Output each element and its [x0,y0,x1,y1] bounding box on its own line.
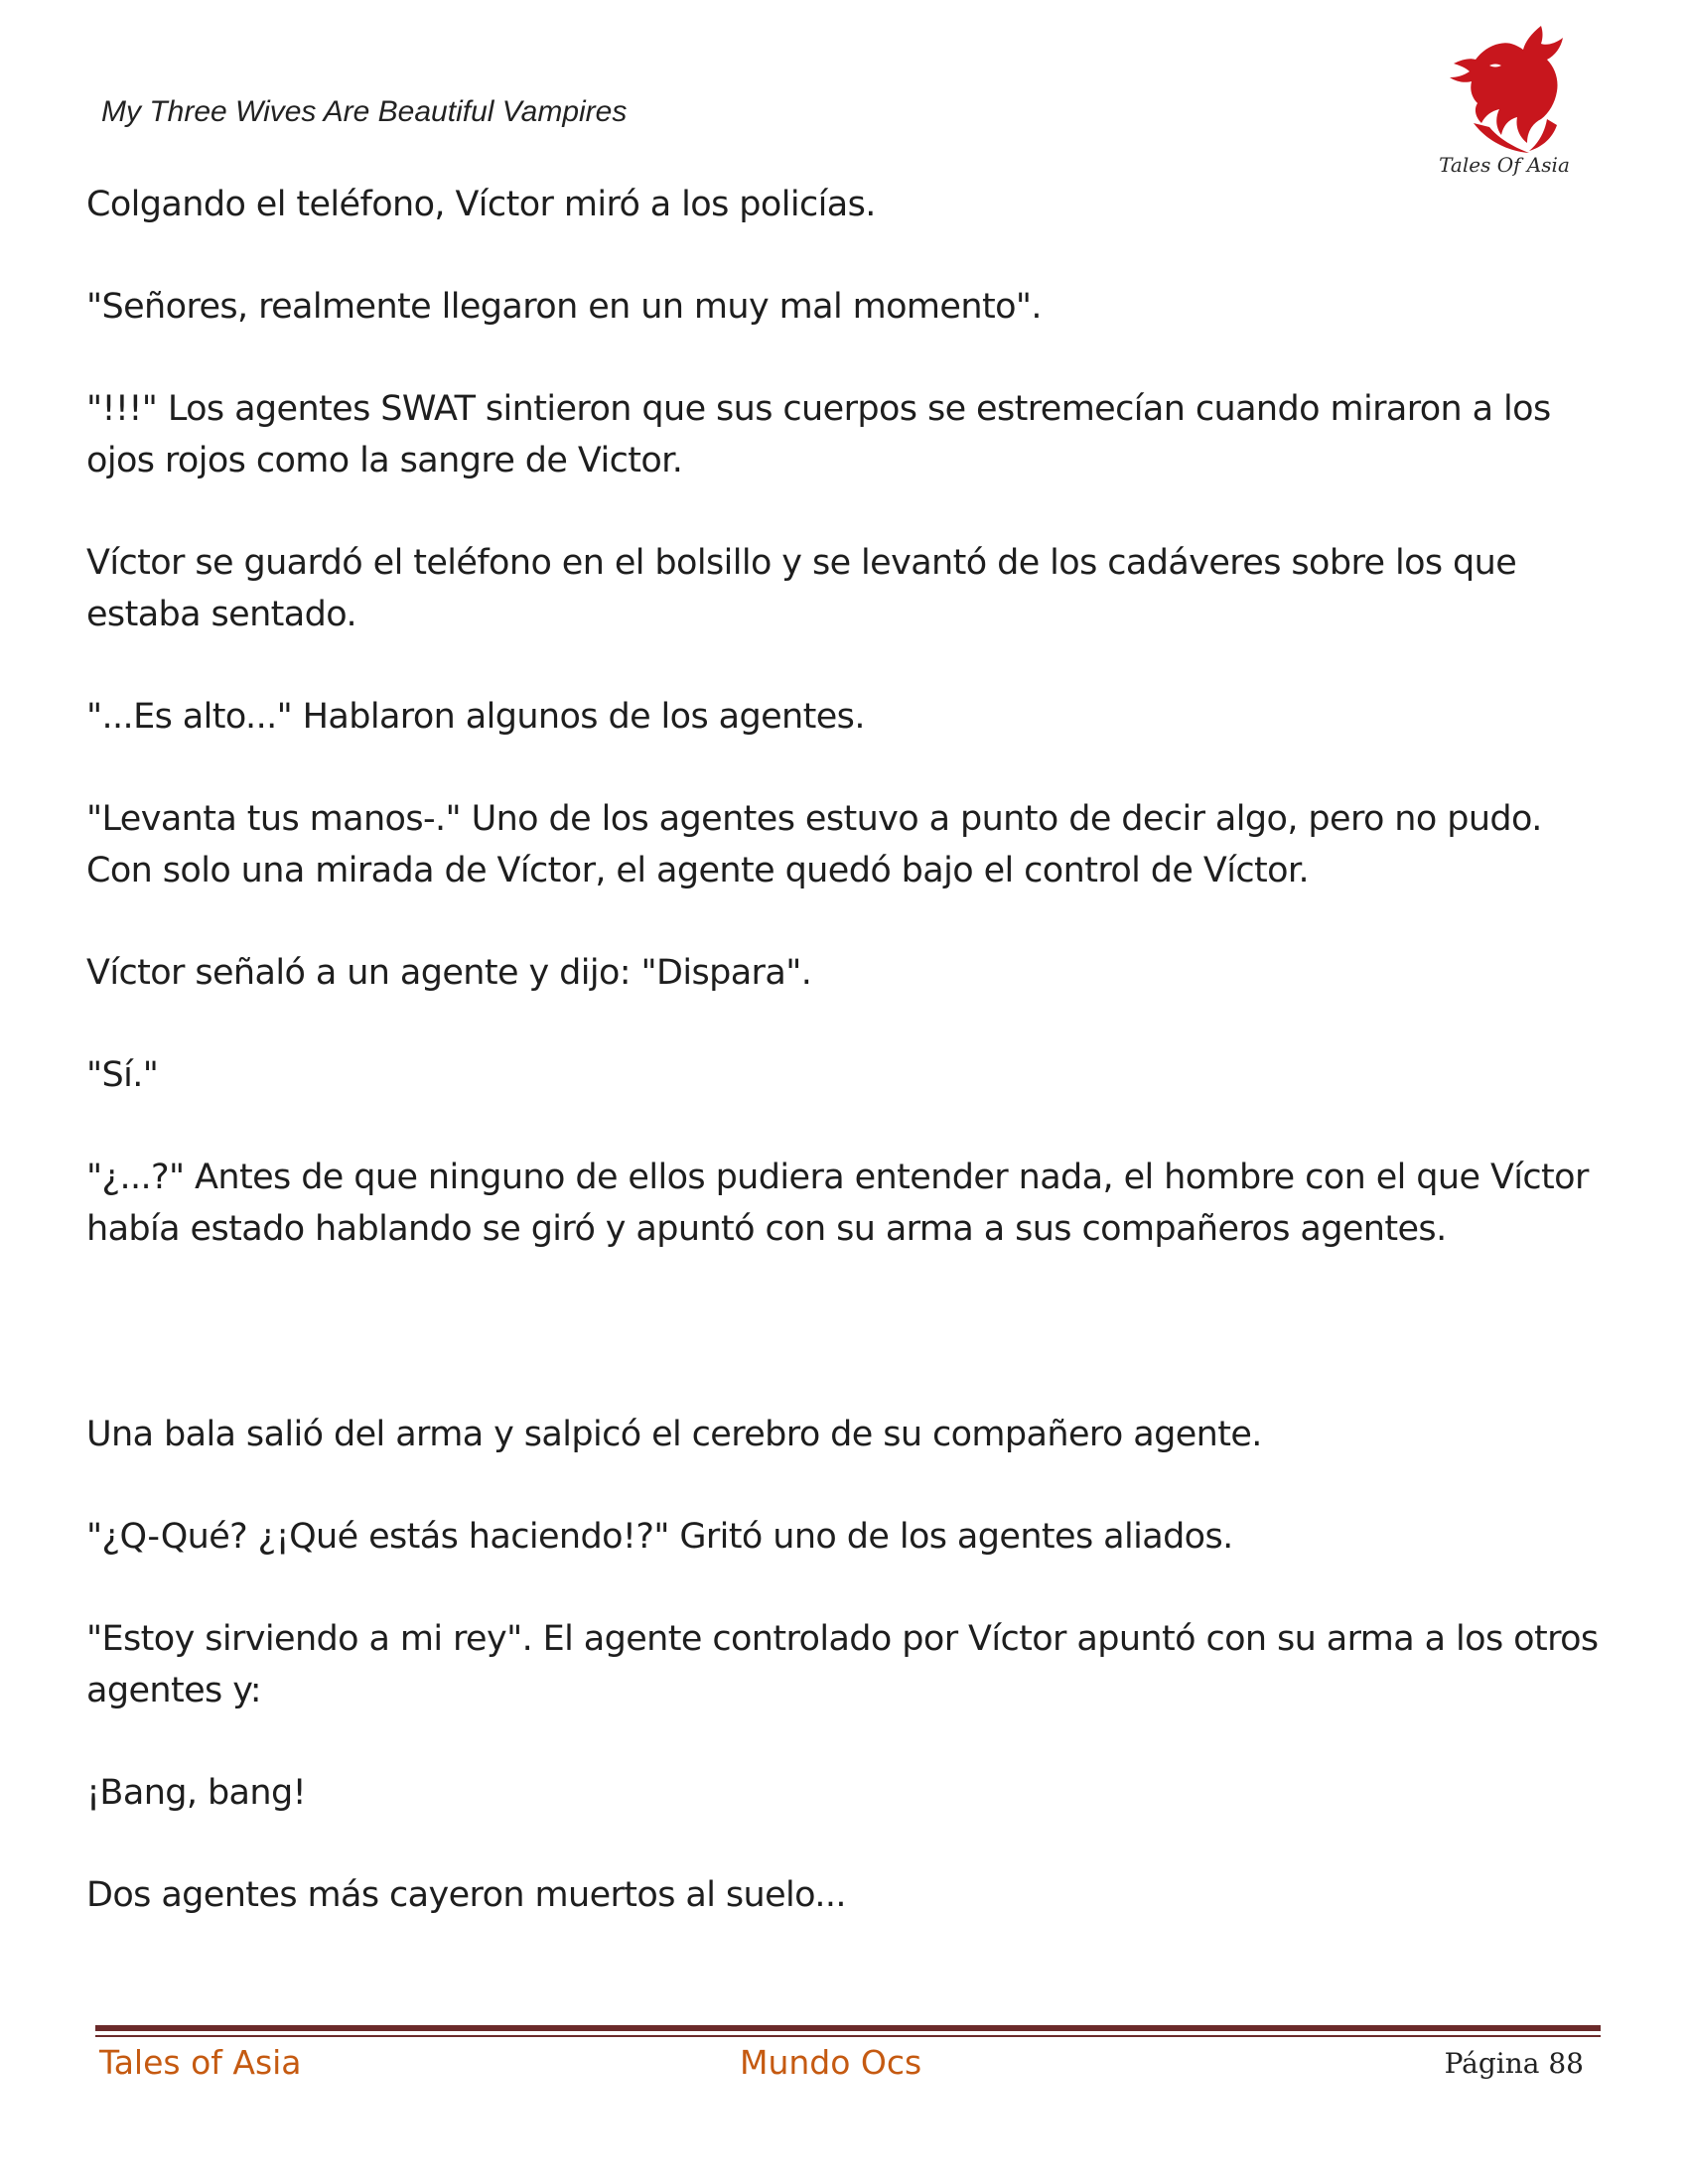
footer-section: Mundo Ocs [740,2043,922,2082]
paragraph: "Estoy sirviendo a mi rey". El agente controlado por Víctor apuntó con su arma a los otros agentes y: [86,1619,1599,1710]
paragraph: "Señores, realmente llegaron en un muy mal momento". [86,287,1042,327]
page-body [86,179,1616,1972]
paragraph: "Sí." [86,1055,159,1095]
paragraph: Dos agentes más cayeron muertos al suelo... [86,1875,846,1915]
page-number: Página 88 [1444,2047,1584,2080]
footer-rule-thin [95,2035,1601,2037]
paragraph: "¿...?" Antes de que ninguno de ellos pudiera entender nada, el hombre con el que Víctor había estado hablando se giró y apuntó con su arma a sus compañeros agentes. [86,1158,1589,1249]
paragraph: "Levanta tus manos-." Uno de los agentes estuvo a punto de decir algo, pero no pudo. Con solo una mirada de Víctor, el agente quedó bajo el control de Víctor. [86,799,1542,890]
paragraph: ¡Bang, bang! [86,1773,307,1813]
paragraph: "¿Q-Qué? ¿¡Qué estás haciendo!?" Gritó uno de los agentes aliados. [86,1517,1233,1557]
publisher-logo [1430,20,1579,184]
red-dragon-logo-icon [1430,20,1579,159]
paragraph: Una bala salió del arma y salpicó el cerebro de su compañero agente. [86,1415,1262,1454]
paragraph: Colgando el teléfono, Víctor miró a los policías. [86,185,876,224]
paragraph: Víctor se guardó el teléfono en el bolsillo y se levantó de los cadáveres sobre los que estaba sentado. [86,543,1517,634]
paragraph: "!!!" Los agentes SWAT sintieron que sus cuerpos se estremecían cuando miraron a los ojos rojos como la sangre de Victor. [86,389,1551,480]
logo-caption: Tales Of Asia [1439,153,1570,177]
paragraph: "...Es alto..." Hablaron algunos de los agentes. [86,697,865,737]
paragraph: Víctor señaló a un agente y dijo: "Dispara". [86,953,812,993]
running-header-title: My Three Wives Are Beautiful Vampires [101,95,628,128]
footer-rule [95,2025,1601,2031]
footer-publisher: Tales of Asia [99,2043,302,2082]
